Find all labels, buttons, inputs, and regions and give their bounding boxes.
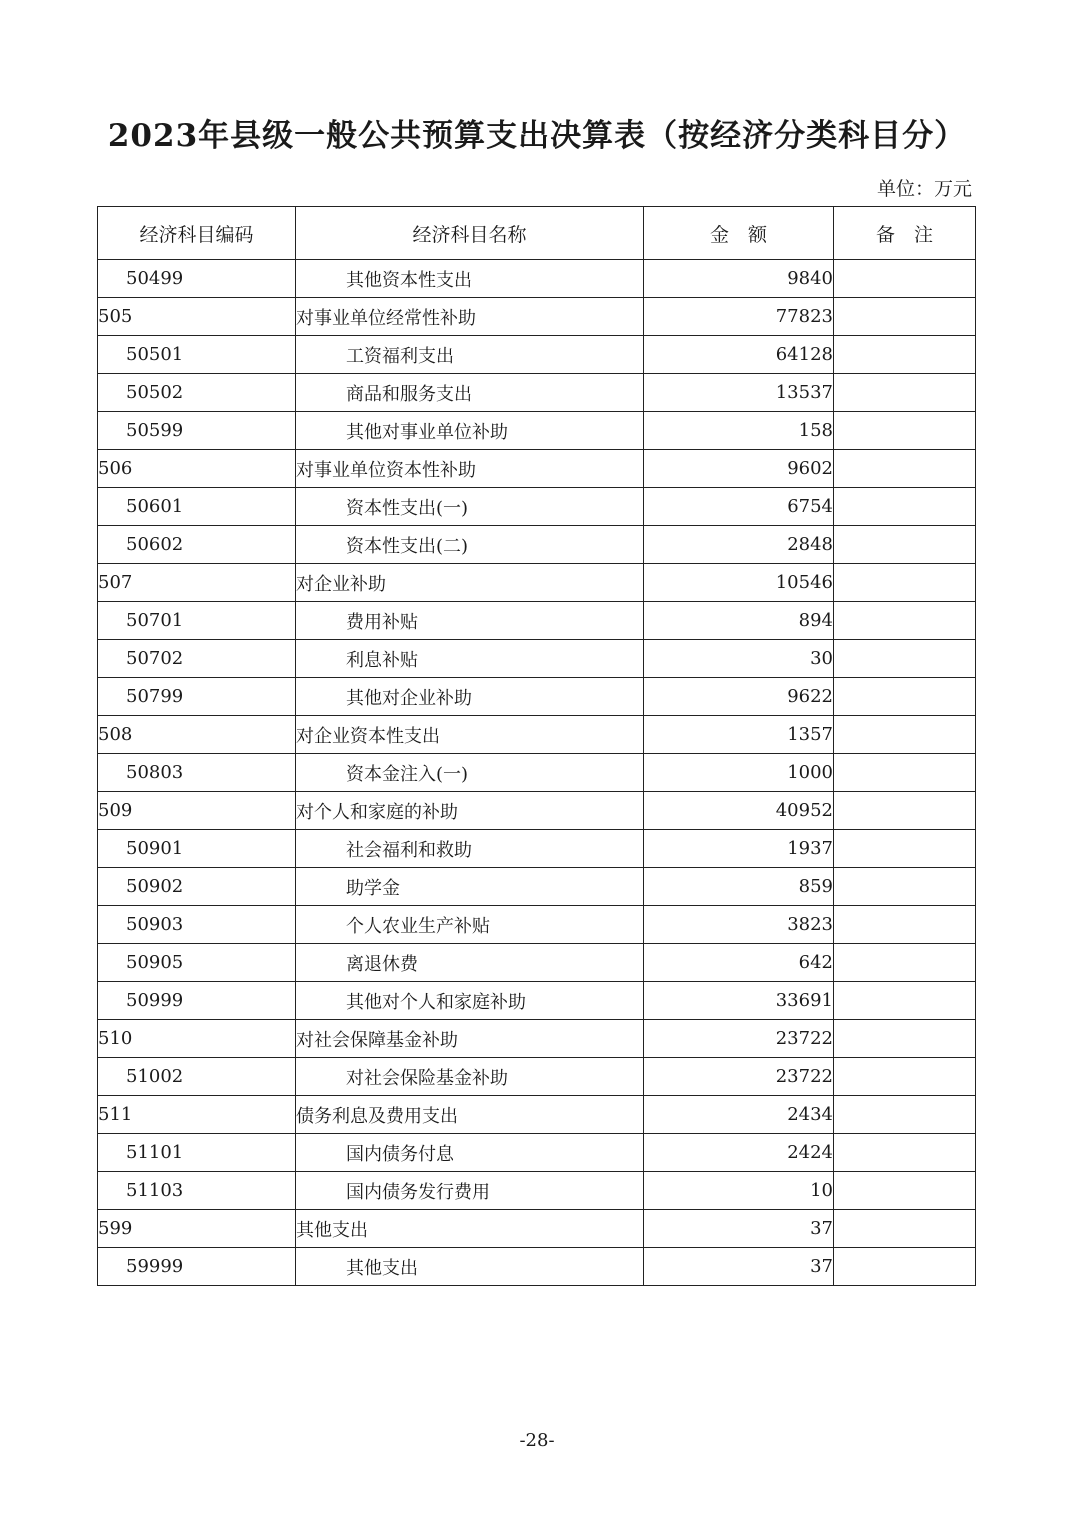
cell-note	[834, 260, 976, 298]
cell-name: 对社会保障基金补助	[296, 1020, 644, 1058]
cell-note	[834, 488, 976, 526]
page-number: -28-	[519, 1430, 555, 1451]
cell-name: 国内债务发行费用	[296, 1172, 644, 1210]
cell-amount: 64128	[644, 336, 834, 374]
cell-code: 505	[98, 298, 296, 336]
cell-amount: 10546	[644, 564, 834, 602]
cell-amount: 1000	[644, 754, 834, 792]
table-row	[98, 1134, 976, 1172]
cell-name: 对社会保险基金补助	[296, 1058, 644, 1096]
cell-name: 利息补贴	[296, 640, 644, 678]
cell-name: 费用补贴	[296, 602, 644, 640]
table-row	[98, 944, 976, 982]
cell-code: 51002	[98, 1058, 296, 1096]
cell-amount: 23722	[644, 1020, 834, 1058]
cell-amount: 2848	[644, 526, 834, 564]
cell-name: 对企业资本性支出	[296, 716, 644, 754]
table-row	[98, 602, 976, 640]
cell-amount: 10	[644, 1172, 834, 1210]
cell-code: 50903	[98, 906, 296, 944]
cell-name: 商品和服务支出	[296, 374, 644, 412]
cell-note	[834, 1058, 976, 1096]
cell-amount: 894	[644, 602, 834, 640]
table-row	[98, 374, 976, 412]
cell-code: 50799	[98, 678, 296, 716]
cell-name: 资本性支出(二)	[296, 526, 644, 564]
cell-note	[834, 716, 976, 754]
table-row	[98, 488, 976, 526]
cell-name: 对企业补助	[296, 564, 644, 602]
cell-code: 599	[98, 1210, 296, 1248]
cell-amount: 642	[644, 944, 834, 982]
page-title: 2023年县级一般公共预算支出决算表（按经济分类科目分）	[107, 118, 967, 154]
table-row	[98, 906, 976, 944]
table-row	[98, 526, 976, 564]
header-amount: 金 额	[644, 207, 834, 260]
cell-code: 511	[98, 1096, 296, 1134]
cell-amount: 158	[644, 412, 834, 450]
cell-code: 51101	[98, 1134, 296, 1172]
cell-amount: 9840	[644, 260, 834, 298]
table-header-row	[98, 207, 976, 260]
cell-code: 50602	[98, 526, 296, 564]
table-row	[98, 792, 976, 830]
cell-note	[834, 450, 976, 488]
cell-note	[834, 1172, 976, 1210]
cell-note	[834, 336, 976, 374]
cell-name: 资本性支出(一)	[296, 488, 644, 526]
cell-name: 其他支出	[296, 1248, 644, 1286]
cell-code: 50905	[98, 944, 296, 982]
cell-name: 对事业单位经常性补助	[296, 298, 644, 336]
table-row	[98, 640, 976, 678]
table-row	[98, 1020, 976, 1058]
cell-note	[834, 792, 976, 830]
cell-amount: 30	[644, 640, 834, 678]
table-row	[98, 336, 976, 374]
cell-note	[834, 906, 976, 944]
cell-name: 社会福利和救助	[296, 830, 644, 868]
table-row	[98, 1210, 976, 1248]
expenditure-table	[97, 206, 976, 1286]
cell-code: 50702	[98, 640, 296, 678]
cell-name: 国内债务付息	[296, 1134, 644, 1172]
cell-amount: 23722	[644, 1058, 834, 1096]
cell-note	[834, 602, 976, 640]
table-row	[98, 298, 976, 336]
table-row	[98, 1172, 976, 1210]
table-row	[98, 1058, 976, 1096]
cell-amount: 37	[644, 1248, 834, 1286]
cell-note	[834, 1096, 976, 1134]
cell-amount: 859	[644, 868, 834, 906]
cell-code: 50701	[98, 602, 296, 640]
cell-note	[834, 526, 976, 564]
header-code: 经济科目编码	[98, 207, 296, 260]
cell-code: 59999	[98, 1248, 296, 1286]
cell-note	[834, 868, 976, 906]
cell-amount: 1937	[644, 830, 834, 868]
cell-note	[834, 754, 976, 792]
cell-amount: 33691	[644, 982, 834, 1020]
cell-note	[834, 944, 976, 982]
cell-code: 508	[98, 716, 296, 754]
table-row	[98, 412, 976, 450]
cell-note	[834, 1134, 976, 1172]
cell-name: 其他对个人和家庭补助	[296, 982, 644, 1020]
cell-amount: 1357	[644, 716, 834, 754]
cell-code: 509	[98, 792, 296, 830]
cell-code: 51103	[98, 1172, 296, 1210]
table-row	[98, 1248, 976, 1286]
cell-amount: 77823	[644, 298, 834, 336]
cell-code: 50901	[98, 830, 296, 868]
cell-note	[834, 412, 976, 450]
cell-code: 50803	[98, 754, 296, 792]
table-row	[98, 982, 976, 1020]
cell-name: 对事业单位资本性补助	[296, 450, 644, 488]
cell-note	[834, 564, 976, 602]
unit-label: 单位：万元	[876, 178, 972, 200]
cell-amount: 9622	[644, 678, 834, 716]
cell-note	[834, 1020, 976, 1058]
cell-code: 50502	[98, 374, 296, 412]
cell-note	[834, 1248, 976, 1286]
cell-code: 50499	[98, 260, 296, 298]
header-name: 经济科目名称	[296, 207, 644, 260]
table-row	[98, 754, 976, 792]
table-row	[98, 260, 976, 298]
table-body	[98, 260, 976, 1286]
cell-name: 其他对企业补助	[296, 678, 644, 716]
cell-code: 506	[98, 450, 296, 488]
cell-amount: 13537	[644, 374, 834, 412]
header-note: 备 注	[834, 207, 976, 260]
cell-code: 50999	[98, 982, 296, 1020]
table-row	[98, 1096, 976, 1134]
cell-note	[834, 298, 976, 336]
cell-amount: 2424	[644, 1134, 834, 1172]
cell-name: 其他资本性支出	[296, 260, 644, 298]
cell-amount: 2434	[644, 1096, 834, 1134]
cell-name: 对个人和家庭的补助	[296, 792, 644, 830]
cell-name: 资本金注入(一)	[296, 754, 644, 792]
cell-name: 个人农业生产补贴	[296, 906, 644, 944]
cell-code: 50902	[98, 868, 296, 906]
cell-note	[834, 678, 976, 716]
cell-amount: 3823	[644, 906, 834, 944]
cell-amount: 6754	[644, 488, 834, 526]
cell-note	[834, 1210, 976, 1248]
table-row	[98, 868, 976, 906]
cell-name: 离退休费	[296, 944, 644, 982]
table-row	[98, 564, 976, 602]
cell-code: 510	[98, 1020, 296, 1058]
cell-name: 助学金	[296, 868, 644, 906]
table-row	[98, 450, 976, 488]
cell-note	[834, 982, 976, 1020]
cell-amount: 37	[644, 1210, 834, 1248]
table-row	[98, 678, 976, 716]
cell-code: 50599	[98, 412, 296, 450]
cell-note	[834, 640, 976, 678]
cell-amount: 9602	[644, 450, 834, 488]
cell-name: 债务利息及费用支出	[296, 1096, 644, 1134]
cell-code: 50501	[98, 336, 296, 374]
cell-name: 其他对事业单位补助	[296, 412, 644, 450]
table-row	[98, 716, 976, 754]
table-row	[98, 830, 976, 868]
cell-code: 50601	[98, 488, 296, 526]
cell-name: 工资福利支出	[296, 336, 644, 374]
cell-note	[834, 374, 976, 412]
cell-name: 其他支出	[296, 1210, 644, 1248]
cell-note	[834, 830, 976, 868]
cell-amount: 40952	[644, 792, 834, 830]
cell-code: 507	[98, 564, 296, 602]
